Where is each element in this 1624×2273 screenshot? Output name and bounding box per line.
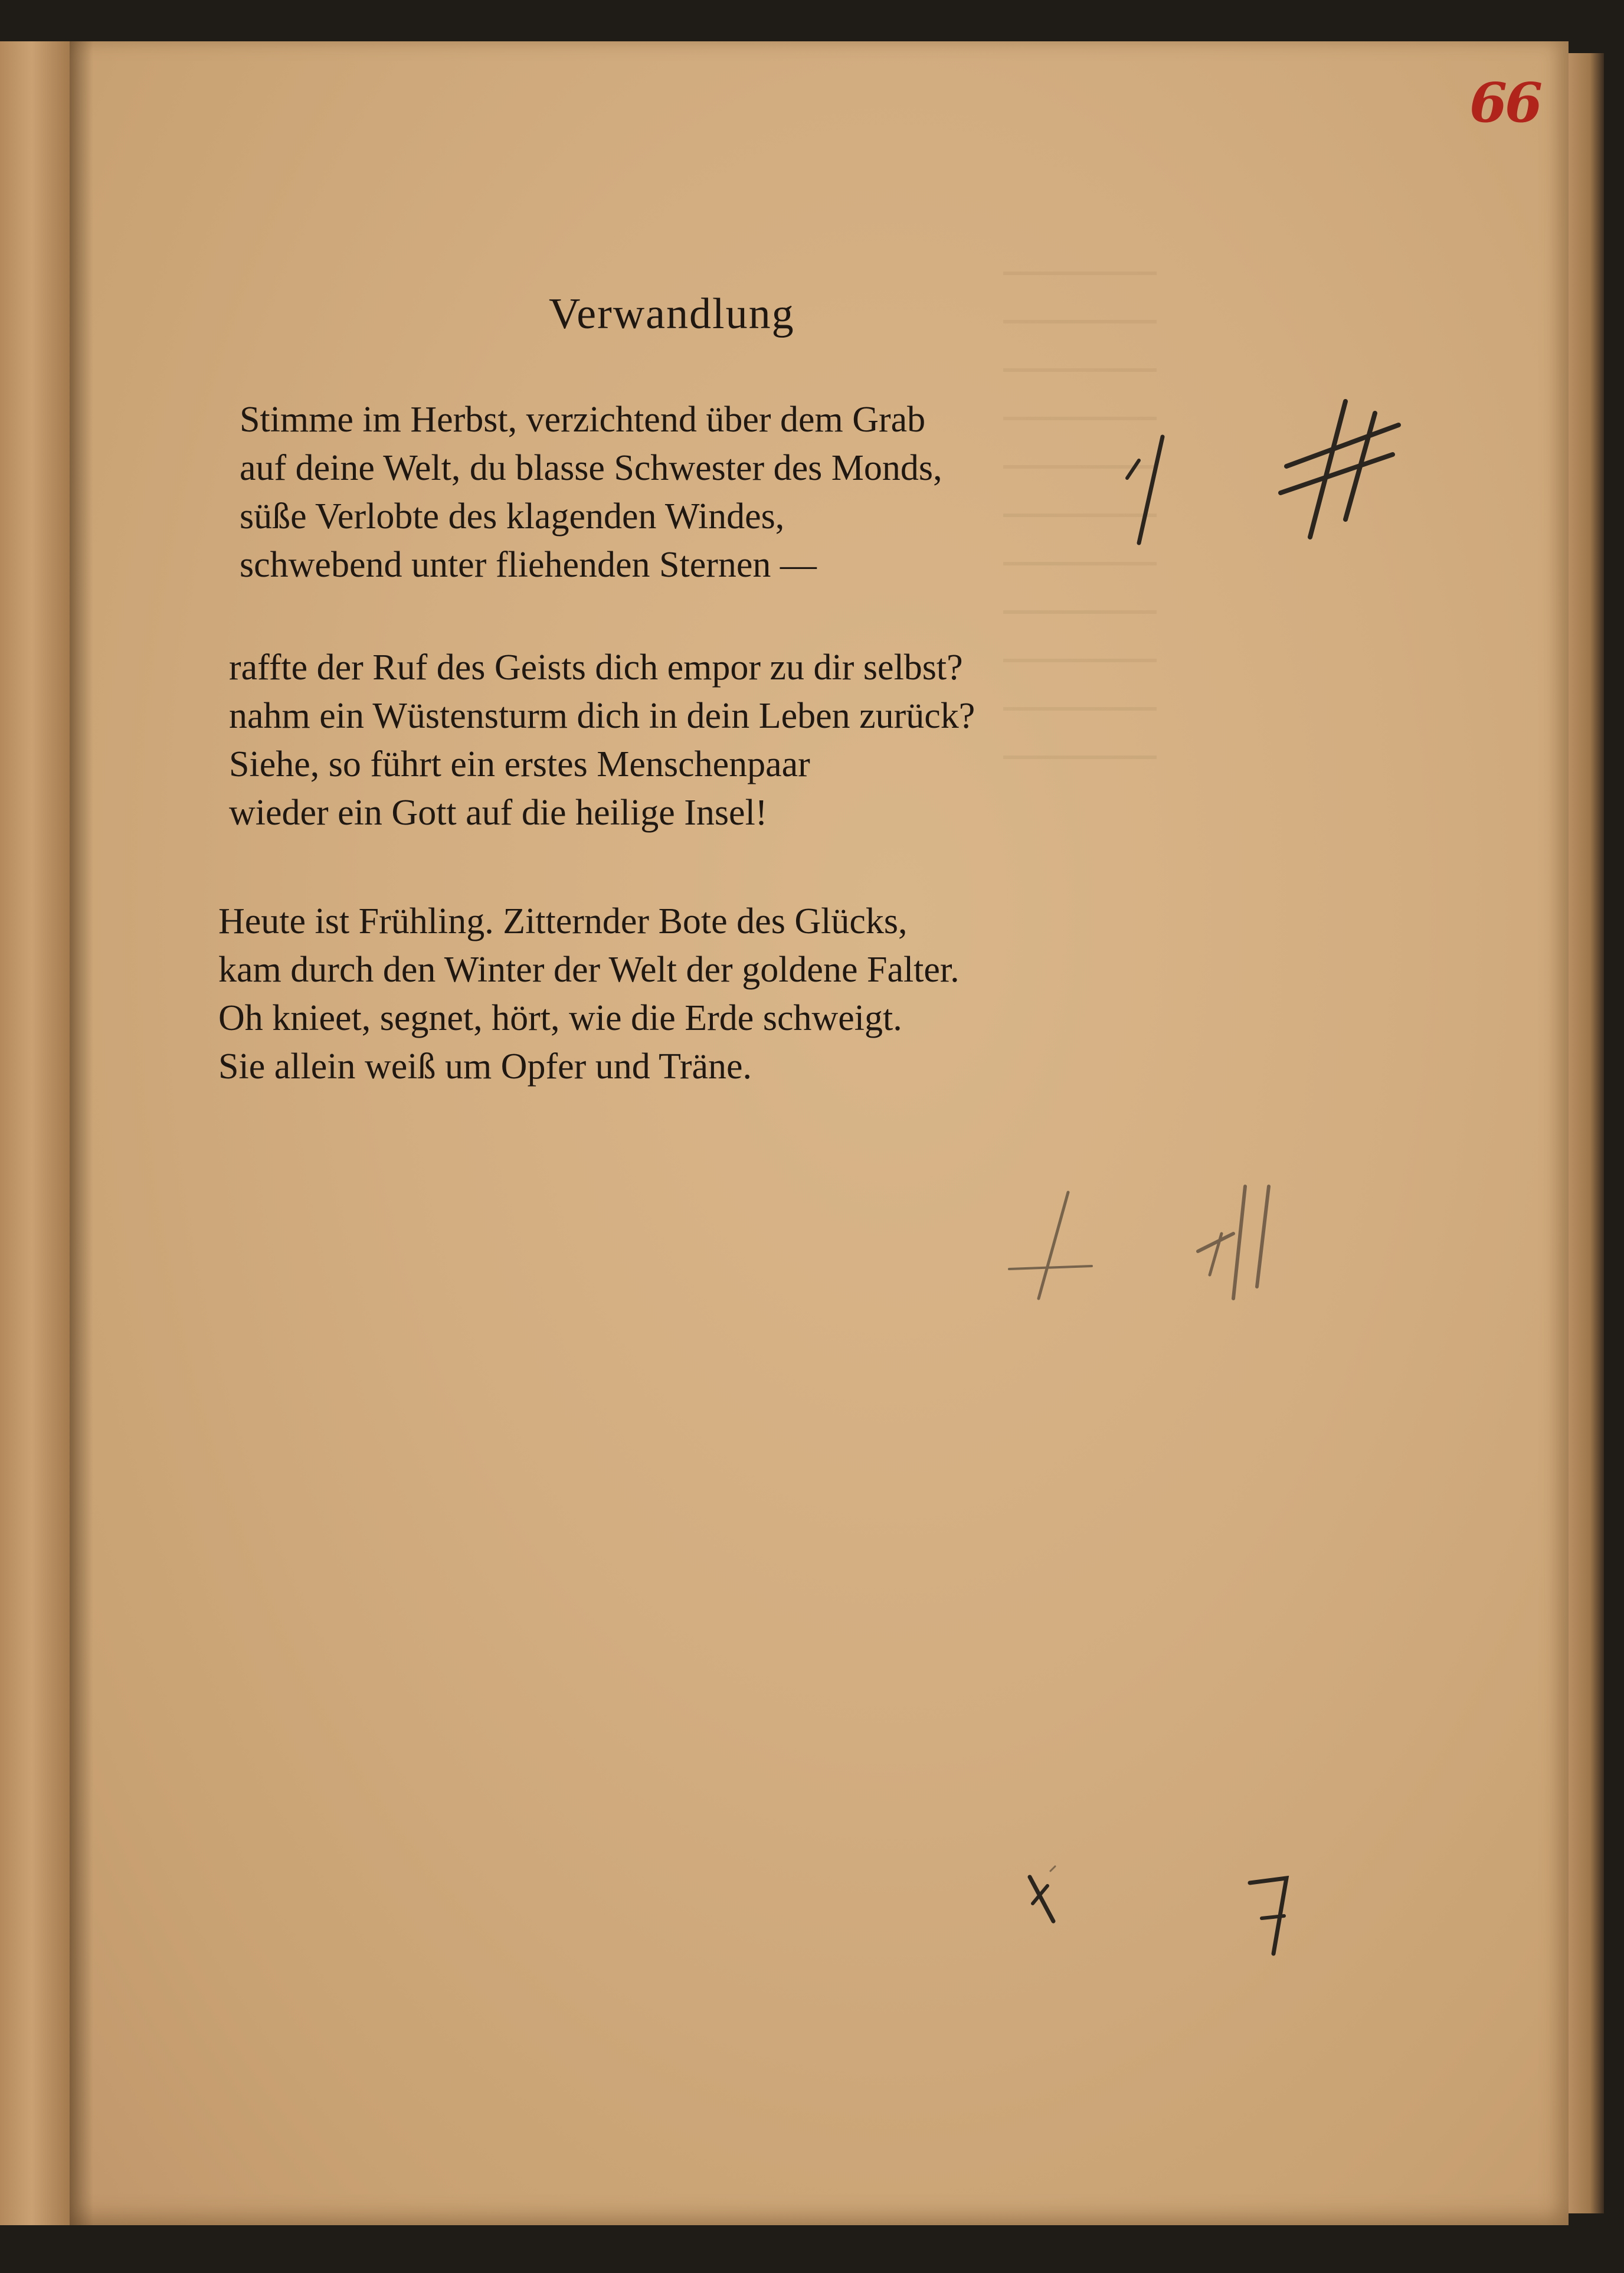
hash-mark-icon: [1275, 390, 1404, 543]
poem-line: süße Verlobte des klagenden Windes,: [240, 496, 785, 537]
right-page-edge: [1569, 53, 1604, 2213]
faint-slash-mark-icon: [1003, 1186, 1098, 1304]
poem-line: nahm ein Wüstensturm dich in dein Leben zurück?: [229, 696, 975, 736]
poem-title: Verwandlung: [549, 290, 795, 338]
book-page: [70, 41, 1569, 2225]
poem-line: Heute ist Frühling. Zitternder Bote des Glücks,: [218, 901, 908, 941]
stanza-2: [229, 643, 975, 837]
page-number: 66: [1469, 71, 1541, 135]
poem-line: Sie allein weiß um Opfer und Träne.: [218, 1046, 752, 1087]
gutter-shadow: [70, 41, 93, 2225]
poem-line: auf deine Welt, du blasse Schwester des Monds,: [240, 448, 942, 488]
stanza-1: [240, 395, 942, 589]
slash-mark-icon: [1121, 425, 1192, 555]
poem-line: Siehe, so führt ein erstes Menschenpaar: [229, 744, 810, 784]
poem-line: kam durch den Winter der Welt der goldene Falter.: [218, 950, 960, 990]
faint-hash-mark-icon: [1186, 1180, 1286, 1310]
poem-line: wieder ein Gott auf die heilige Insel!: [229, 793, 768, 833]
left-page-edge: [0, 41, 73, 2225]
seven-mark-icon: [1245, 1865, 1292, 1960]
poem-line: schwebend unter fliehenden Sternen —: [240, 545, 817, 585]
x-mark-icon: [1021, 1865, 1062, 1930]
stanza-3: [218, 897, 960, 1091]
poem-line: Stimme im Herbst, verzichtend über dem Grab: [240, 400, 926, 440]
poem-line: raffte der Ruf des Geists dich empor zu dir selbst?: [229, 647, 963, 688]
poem-line: Oh knieet, segnet, hört, wie die Erde schweigt.: [218, 998, 902, 1038]
